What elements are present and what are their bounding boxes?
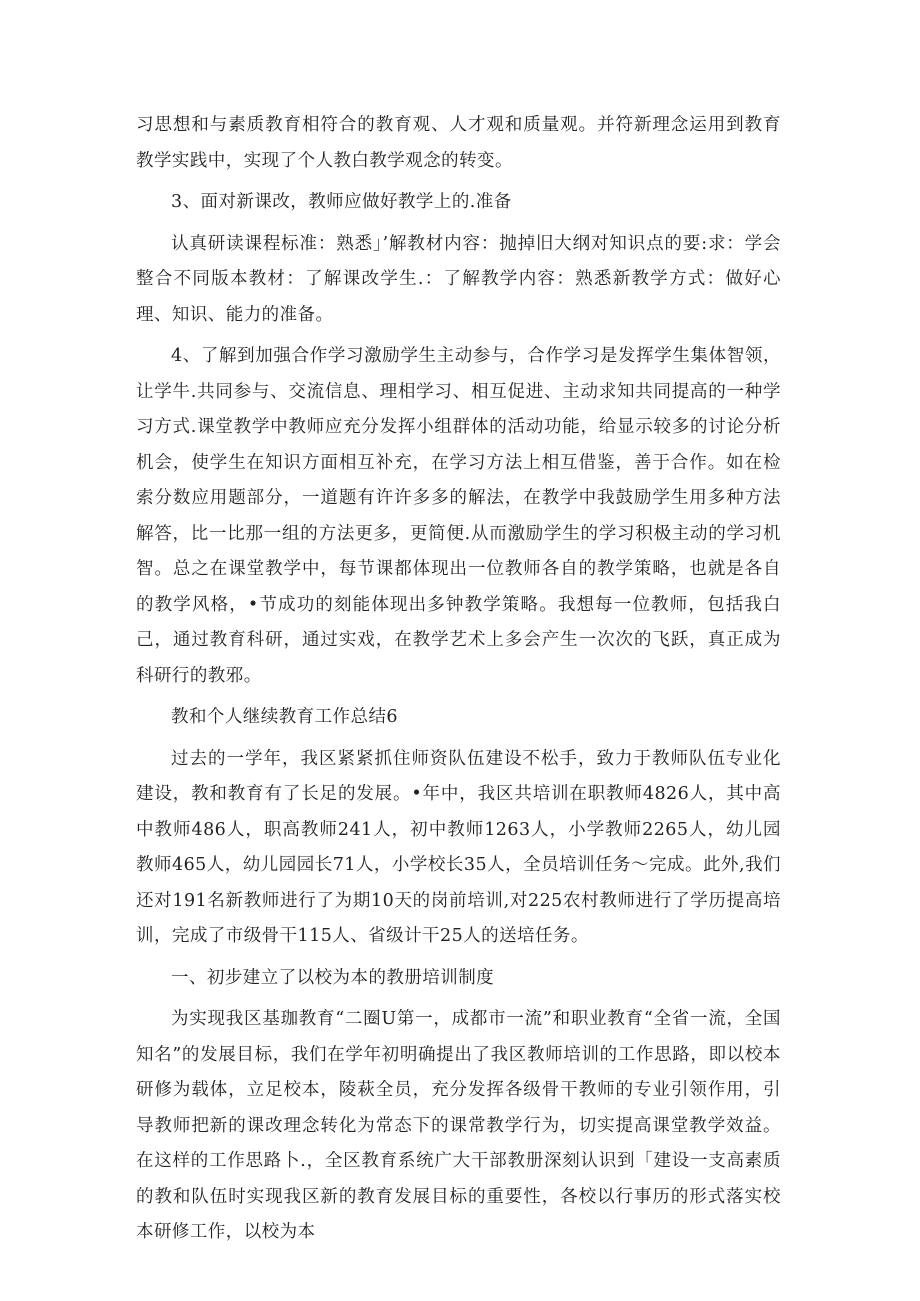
- paragraph: 为实现我区基珈教育“二圈U第一，成都市一流”和职业教育“全省一流，全国知名”的发展目标，我们在学年初明确提出了我区教师培训的工作思路，即以校本研修为载体，立足校本，陵萩全员，充分发挥各级骨干教师的专业引领作用，引导教师把新的课改理念转化为常态下的课常教学行为，切实提高课堂教学效益。在这样的工作思路卜.，全区教育系统广大干部教册深刻认识到「建设一支高素质的教和队伍时实现我区新的教育发展目标的重要性，各校以行事历的形式落实校本研修工作，以校为本: [136, 1009, 781, 1242]
- paragraph: 4、了解到加强合作学习激励学生主动参与，合作学习是发挥学生集体智领，让学牛.共同参与、交流信息、理相学习、相互促进、主动求知共同提高的一种学习方式.课堂教学中教师应充分发挥小组群体的活动功能，给显示较多的讨论分析机会，使学生在知识方面相互补充，在学习方法上相互借鉴，善于合作。如在检索分数应用题部分，一道题有许许多多的解法，在教学中我鼓励学生用多种方法解答，比一比那一组的方法更多，更简便.从而激励学生的学习积极主动的学习机智。总之在课堂教学中，每节课都体现出一位教师各自的教学策略，也就是各自的教学风格，•节成功的刻能体现出多钟教学策略。我想每一位教师，包括我白己，通过教育科研，通过实戏，在教学艺术上多会产生一次次的飞跃，真正成为科研行的教邪。: [136, 346, 781, 686]
- paragraph: 认真研读课程标准：熟悉」’解教材内容：抛掉旧大纲对知识点的要:求：学会整合不同版本教材：了解课改学生.：了解教学内容：熟悉新教学方式：做好心理、知识、能力的准备。: [136, 233, 781, 325]
- section-heading: 教和个人继续教育工作总结6: [171, 707, 398, 727]
- section-heading: 一、初步建立了以校为本的教册培训制度: [171, 967, 495, 988]
- document-body: [136, 108, 781, 1257]
- section-heading: 3、面对新课改，教师应做好教学上的.准备: [171, 192, 512, 212]
- paragraph: 过去的一学年，我区紧紧抓住师资队伍建设不松手，致力于教师队伍专业化建设，教和教育有了长足的发展。•年中，我区共培训在职教师4826人，其中高中教师486人，职高教师241人，初中教师1263人，小学教师2265人，幼儿园教师465人，幼儿园园长71人，小学校长35人，全员培训任务～完成。此外,我们还对191名新教师进行了为期10天的岗前培训,对225农村教师进行了学历提高培训，完成了市级骨干115人、省级计干25人的送培任务。: [136, 748, 781, 946]
- paragraph-continuation: 习思想和与素质教育相符合的教育观、人才观和质量观。并符新理念运用到教育教学实践中，实现了个人教白教学观念的转变。: [136, 115, 781, 171]
